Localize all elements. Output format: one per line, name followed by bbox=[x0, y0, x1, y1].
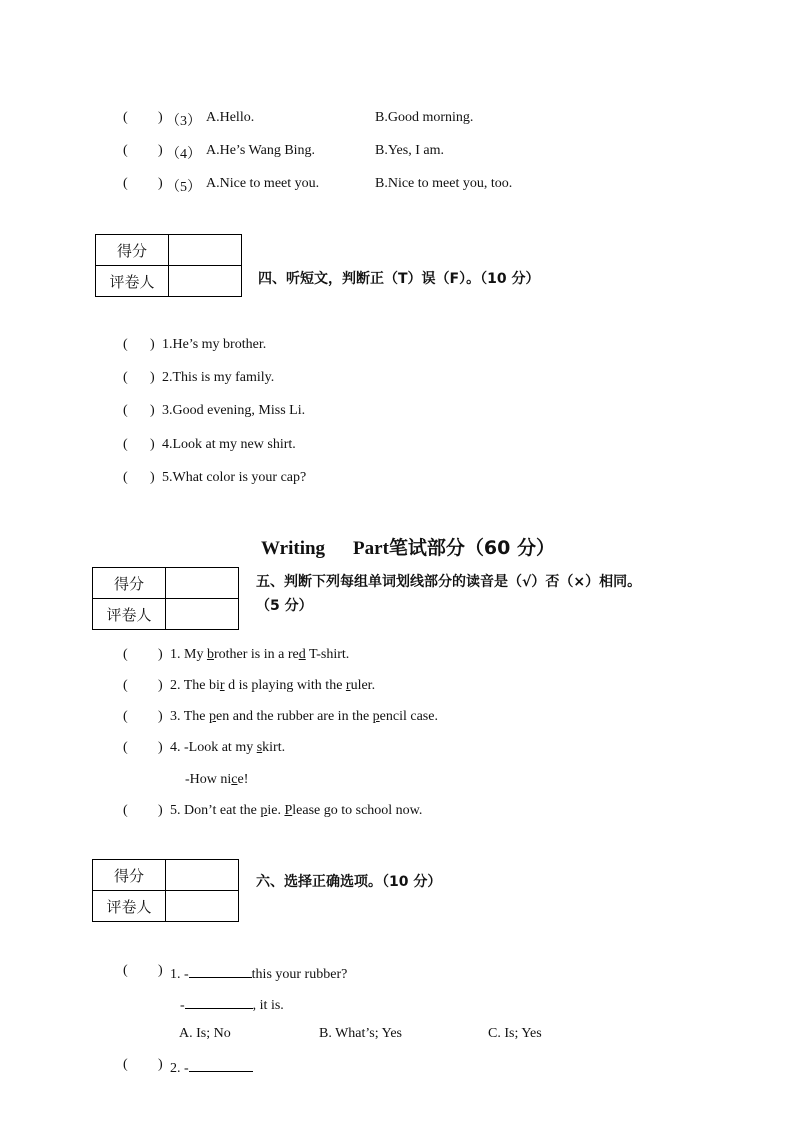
question-number: （3） bbox=[166, 114, 201, 129]
section5-title: 五、判断下列每组单词划线部分的读音是（√）否（×）相同。 bbox=[256, 574, 642, 590]
section6-title: 六、选择正确选项。（10 分） bbox=[256, 874, 442, 890]
answer-paren-close: ) bbox=[158, 803, 163, 818]
option-a: A.Hello. bbox=[206, 110, 255, 125]
score-box bbox=[92, 567, 239, 630]
question-number: （5） bbox=[166, 180, 201, 195]
part-heading-en1: Writing bbox=[261, 538, 326, 559]
option-b: B.Good morning. bbox=[375, 110, 474, 125]
option-a: A. Is; No bbox=[179, 1026, 231, 1041]
part-heading-cn: 笔试部分（60 分） bbox=[388, 537, 555, 559]
fill-blank[interactable] bbox=[189, 1057, 253, 1072]
grader-field[interactable] bbox=[166, 599, 239, 630]
section5-title-points: （5 分） bbox=[256, 598, 313, 614]
grader-label: 评卷人 bbox=[93, 599, 166, 630]
fill-blank[interactable] bbox=[185, 994, 253, 1009]
answer-paren-open[interactable]: ( bbox=[123, 963, 128, 978]
answer-paren-close: ) bbox=[158, 709, 163, 724]
question-sentence: 5. Don’t eat the pie. Please go to school now. bbox=[170, 803, 423, 818]
score-box bbox=[92, 859, 239, 922]
answer-paren-open[interactable]: ( bbox=[123, 110, 128, 125]
answer-paren-close: ) bbox=[150, 437, 155, 452]
part-heading-en2: Part bbox=[353, 538, 389, 559]
answer-line: - , it is. bbox=[180, 994, 284, 1014]
answer-paren-open[interactable]: ( bbox=[123, 176, 128, 191]
part-heading bbox=[261, 533, 555, 560]
option-c: C. Is; Yes bbox=[488, 1026, 542, 1041]
answer-paren-close: ) bbox=[150, 370, 155, 385]
question-sentence: 4. -Look at my skirt. bbox=[170, 740, 286, 755]
fill-blank[interactable] bbox=[189, 963, 252, 978]
option-b: B.Yes, I am. bbox=[375, 143, 444, 158]
question-sentence-continuation: -How nice! bbox=[185, 772, 249, 787]
statement-text: 4.Look at my new shirt. bbox=[162, 437, 296, 452]
answer-paren-close: ) bbox=[158, 176, 163, 191]
answer-paren-close: ) bbox=[158, 1057, 163, 1072]
answer-paren-close: ) bbox=[158, 963, 163, 978]
underlined-letter: b bbox=[206, 647, 214, 662]
option-b: B.Nice to meet you, too. bbox=[375, 176, 513, 191]
answer-paren-close: ) bbox=[158, 740, 163, 755]
score-label: 得分 bbox=[93, 860, 166, 891]
question-sentence: 2. The bir d is playing with the ruler. bbox=[170, 678, 376, 693]
answer-paren-open[interactable]: ( bbox=[123, 1057, 128, 1072]
option-a: A.Nice to meet you. bbox=[206, 176, 320, 191]
answer-paren-close: ) bbox=[158, 110, 163, 125]
score-field[interactable] bbox=[166, 860, 239, 891]
answer-paren-open[interactable]: ( bbox=[123, 470, 128, 485]
underlined-letter: P bbox=[284, 803, 293, 818]
grader-label: 评卷人 bbox=[96, 266, 169, 297]
answer-paren-close: ) bbox=[150, 470, 155, 485]
grader-label: 评卷人 bbox=[93, 891, 166, 922]
section4-title: 四、听短文，判断正（T）误（F）。（10 分） bbox=[258, 271, 540, 287]
underlined-letter: r bbox=[219, 678, 225, 693]
statement-text: 5.What color is your cap? bbox=[162, 470, 307, 485]
underlined-letter: s bbox=[256, 740, 263, 755]
grader-field[interactable] bbox=[166, 891, 239, 922]
underlined-letter: r bbox=[345, 678, 351, 693]
score-field[interactable] bbox=[166, 568, 239, 599]
option-a: A.He’s Wang Bing. bbox=[206, 143, 316, 158]
answer-paren-open[interactable]: ( bbox=[123, 370, 128, 385]
answer-paren-open[interactable]: ( bbox=[123, 143, 128, 158]
answer-paren-close: ) bbox=[158, 678, 163, 693]
answer-paren-close: ) bbox=[150, 403, 155, 418]
question-sentence: 3. The pen and the rubber are in the pencil case. bbox=[170, 709, 438, 724]
answer-paren-open[interactable]: ( bbox=[123, 403, 128, 418]
answer-paren-close: ) bbox=[158, 143, 163, 158]
statement-text: 3.Good evening, Miss Li. bbox=[162, 403, 306, 418]
option-b: B. What’s; Yes bbox=[319, 1026, 402, 1041]
score-label: 得分 bbox=[96, 235, 169, 266]
score-box bbox=[95, 234, 242, 297]
grader-field[interactable] bbox=[169, 266, 242, 297]
underlined-letter: p bbox=[209, 709, 217, 724]
underlined-letter: d bbox=[298, 647, 306, 662]
question-number: （4） bbox=[166, 147, 201, 162]
score-field[interactable] bbox=[169, 235, 242, 266]
answer-paren-open[interactable]: ( bbox=[123, 437, 128, 452]
answer-paren-close: ) bbox=[150, 337, 155, 352]
statement-text: 2.This is my family. bbox=[162, 370, 275, 385]
statement-text: 1.He’s my brother. bbox=[162, 337, 267, 352]
answer-paren-open[interactable]: ( bbox=[123, 803, 128, 818]
underlined-letter: p bbox=[260, 803, 268, 818]
answer-paren-open[interactable]: ( bbox=[123, 337, 128, 352]
answer-paren-close: ) bbox=[158, 647, 163, 662]
score-label: 得分 bbox=[93, 568, 166, 599]
underlined-letter: p bbox=[372, 709, 380, 724]
question-sentence: 1. My brother is in a red T-shirt. bbox=[170, 647, 350, 662]
question-sentence: 1. - this your rubber? bbox=[170, 963, 347, 983]
answer-paren-open[interactable]: ( bbox=[123, 647, 128, 662]
answer-paren-open[interactable]: ( bbox=[123, 678, 128, 693]
underlined-letter: c bbox=[231, 772, 238, 787]
answer-paren-open[interactable]: ( bbox=[123, 709, 128, 724]
question-sentence: 2. - bbox=[170, 1057, 253, 1077]
answer-paren-open[interactable]: ( bbox=[123, 740, 128, 755]
